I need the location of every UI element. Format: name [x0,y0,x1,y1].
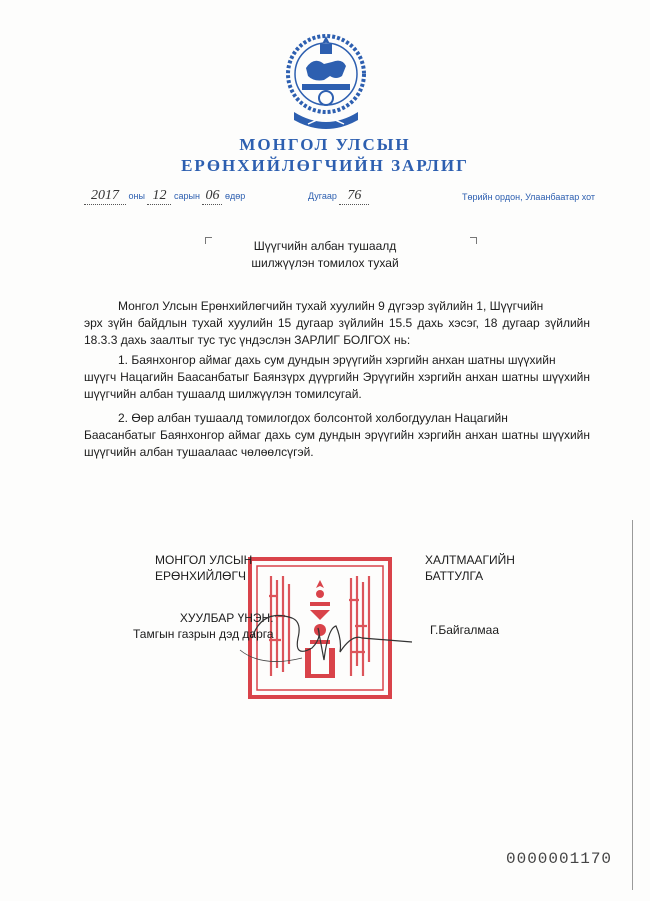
page-edge-line [632,520,633,890]
state-emblem-icon [284,28,368,132]
month-suffix: сарын [174,191,200,201]
copy-certification-line1: ХУУЛБАР ҮНЭН: [179,611,274,625]
signatory-title-line1: МОНГОЛ УЛСЫН [155,553,253,567]
handwritten-signature [232,598,422,668]
paragraph-item-1-rest: шүүгч Нацагийн Баасанбатыг Баянзүрх дүүргийн Эрүүгийн хэргийн анхан шатны шүүхийн шүүгчийн албан тушаалд шилжүүлэн томилсугай. [84,370,590,401]
month-value: 12 [147,188,171,205]
header-title-line2: ЕРӨНХИЙЛӨГЧИЙН ЗАРЛИГ [181,156,469,175]
signatory-title [155,552,252,584]
day-suffix: өдөр [224,191,246,201]
paragraph-preamble [84,298,590,349]
date-field [84,188,245,205]
decree-number-field [308,188,369,205]
signatory-name [425,552,515,584]
place-label: Төрийн ордон, Улаанбаатар хот [462,192,596,202]
number-label: Дугаар [308,191,337,201]
serial-number: 0000001170 [506,850,613,868]
signatory-name-line2: БАТТУЛГА [425,569,484,583]
signatory-name-line1: ХАЛТМААГИЙН [425,553,515,567]
signatory-title-line2: ЕРӨНХИЙЛӨГЧ [155,569,246,583]
paragraph-item-1-first-line: 1. Баянхонгор аймаг дахь сум дундын эрүүгийн хэргийн анхан шатны шүүхийн [118,353,556,367]
decree-title-line1: Шүүгчийн албан тушаалд [253,239,397,253]
certifier-name: Г.Байгалмаа [430,623,500,637]
decree-title-line2: шилжүүлэн томилох тухай [251,256,399,270]
paragraph-item-2-rest: Баасанбатыг Баянхонгор аймаг дахь сум дундын эрүүгийн хэргийн анхан шатны шүүхийн шүүгчийн албан тушаалаас чөлөөлсүгэй. [84,428,590,459]
copy-certification-line2: Тамгын газрын дэд дарга [133,627,274,641]
paragraph-preamble-rest: эрх зүйн байдлын тухай хуулийн 15 дугаар зүйлийн 15.5 дахь хэсэг, 18 дугаар зүйлийн 18.3.3 дахь заалтыг тус тус үндэслэн ЗАРЛИГ БОЛГОХ нь: [84,316,590,347]
paragraph-item-2-first-line: 2. Өөр албан тушаалд томилогдох болсонтой холбогдуулан Нацагийн [118,411,508,425]
paragraph-item-2 [84,410,590,461]
number-value: 76 [339,188,369,205]
year-suffix: оны [128,191,145,201]
paragraph-preamble-first-line: Монгол Улсын Ерөнхийлөгчийн тухай хуулийн 9 дүгээр зүйлийн 1, Шүүгчийн [118,299,544,313]
year-value: 2017 [84,188,126,205]
day-value: 06 [202,188,222,205]
paragraph-item-1 [84,352,590,403]
header-title-line1: МОНГОЛ УЛСЫН [239,135,411,154]
